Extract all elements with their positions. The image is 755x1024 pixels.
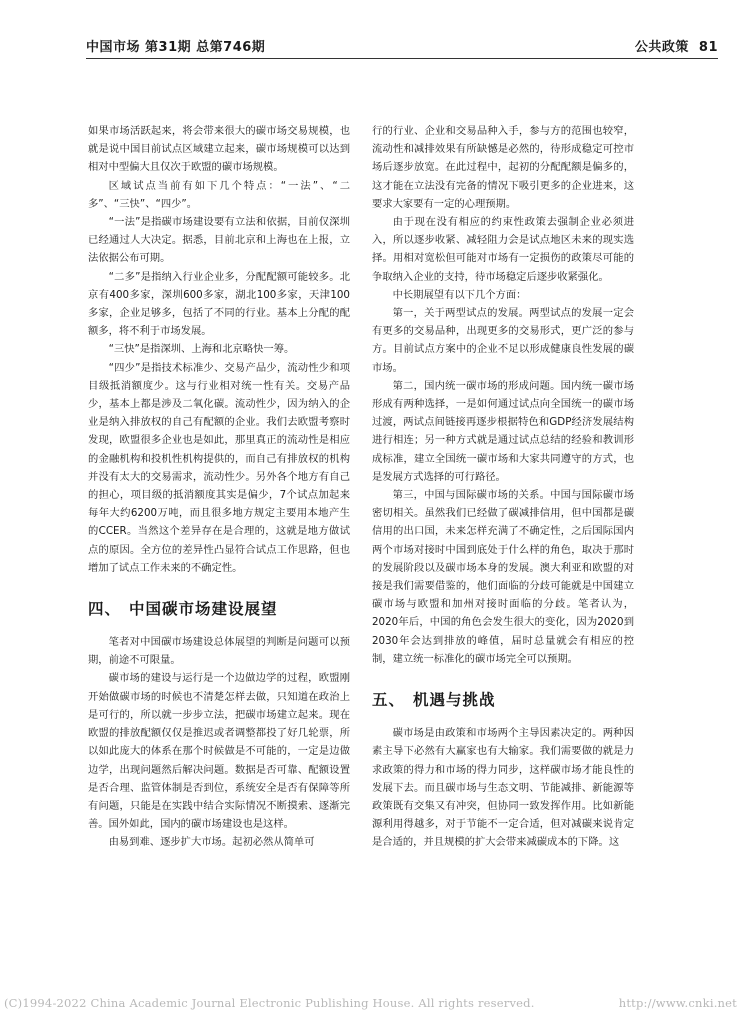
- section-number: 五、: [372, 691, 406, 710]
- paragraph: 中长期展望有以下几个方面：: [392, 288, 527, 301]
- paragraph: 笔者对中国碳市场建设总体展望的判断是问题可以预期，前途不可限量。: [88, 636, 350, 667]
- left-column: [88, 122, 350, 852]
- section-heading-5: [372, 690, 634, 710]
- paragraph: “二多”是指纳入行业企业多，分配配额可能较多。北京有400多家，深圳600多家，湖北100多家，天津100多家，企业足够多，包括了不同的行业。基本上分配的配额多，将不利于市场发展。: [88, 270, 350, 338]
- section-title: 中国碳市场建设展望: [129, 600, 278, 619]
- section-number: 四、: [88, 600, 122, 619]
- paragraph: 由易到难、逐步扩大市场。起初必然从简单可: [108, 836, 315, 849]
- copyright-text: (C)1994-2022 China Academic Journal Electronic Publishing House. All rights reserved.: [4, 996, 535, 1010]
- header-rule: [86, 58, 718, 59]
- section-name: 公共政策: [634, 40, 689, 55]
- paragraph: “三快”是指深圳、上海和北京略快一筹。: [108, 343, 295, 356]
- copyright-watermark: [4, 996, 755, 1010]
- paragraph: 由于现在没有相应的约束性政策去强制企业必须进入，所以逐步收紧、减轻阻力会是试点地区未来的现实选择。用相对宽松但可能对市场有一定损伤的政策尽可能的争取纳入企业的支持，待市场稳定后逐步收紧强化。: [372, 216, 634, 283]
- paragraph: 第二，国内统一碳市场的形成问题。国内统一碳市场形成有两种选择，一是如何通过试点向全国统一的碳市场过渡，两试点间链接再逐步根据特色和GDP经济发展结构进行相连；另一种方式就是通过试点总结的经验和教训形成标准，建立全国统一碳市场和大家共同遵守的方式，也是发展方式选择的可行路径。: [372, 379, 634, 483]
- section-and-page: [635, 36, 718, 55]
- paragraph: 碳市场的建设与运行是一个边做边学的过程，欧盟刚开始做碳市场的时候也不清楚怎样去做，只知道在政治上是可行的，所以就一步步立法，把碳市场建立起来。现在欧盟的排放配额仅仅是推迟或者调整都投了好几轮票，所以如此庞大的体系在那个时候做是不可能的，一定是边做边学，出现问题然后解决问题。数据是否可靠、配额设置是否合理、监管体制是否到位，系统安全是否有保障等所有问题，只能是在实践中结合实际情况不断摸索、逐渐完善。国外如此，国内的碳市场建设也是这样。: [88, 672, 350, 831]
- paragraph: 第一，关于两型试点的发展。两型试点的发展一定会有更多的交易品种，出现更多的交易形式，更广泛的参与方。目前试点方案中的企业不足以形成健康良性发展的碳市场。: [372, 307, 634, 374]
- journal-issue: 中国市场 第31期 总第746期: [86, 40, 266, 55]
- paragraph: 行的行业、企业和交易品种入手，参与方的范围也较窄，流动性和减排效果有所缺憾是必然的，待形成稳定可控市场后逐步放宽。在此过程中，起初的分配配额是偏多的，这才能在立法没有完备的情况下吸引更多的企业进来，这要求大家要有一定的心理预期。: [372, 125, 634, 210]
- paragraph: “一法”是指碳市场建设要有立法和依据，目前仅深圳已经通过人大决定。据悉，目前北京和上海也在上报，立法依据公布可期。: [88, 216, 350, 265]
- right-column: [372, 122, 634, 852]
- page-number: 81: [698, 40, 718, 55]
- paragraph: 碳市场是由政策和市场两个主导因素决定的。两种因素主导下必然有大赢家也有大输家。我们需要做的就是力求政策的得力和市场的得力同步，这样碳市场才能良性的发展下去。而且碳市场与生态文明、节能减排、新能源等政策既有交集又有冲突，但协同一致发挥作用。比如新能源利用得越多，对于节能不一定合适，但对减碳来说肯定是合适的，并且规模的扩大会带来减碳成本的下降。这: [372, 727, 634, 849]
- website-link[interactable]: http://www.cnki.net: [618, 996, 737, 1010]
- paragraph: 第三，中国与国际碳市场的关系。中国与国际碳市场密切相关。虽然我们已经做了碳减排信用，但中国都是碳信用的出口国，未来怎样充满了不确定性，之后国际国内两个市场对接时中国到底处于什么样的角色，取决于那时的发展阶段以及碳市场本身的发展。澳大利亚和欧盟的对接是我们需要借鉴的，他们面临的分歧可能就是中国建立碳市场与欧盟和加州对接时面临的分歧。笔者认为，2020年后，中国的角色会发生很大的变化，因为2020到2030年会达到排放的峰值，届时总量就会有相应的控制，建立统一标准化的碳市场完全可以预期。: [372, 489, 634, 665]
- paragraph: 区域试点当前有如下几个特点：“一法”、“二多”、“三快”、“四少”。: [88, 179, 350, 210]
- paragraph: “四少”是指技术标准少、交易产品少，流动性少和项目级抵消额度少。这与行业相对统一性有关。交易产品少，基本上都是涉及二氧化碳。流动性少，因为纳入的企业是纳入排放权的自己有配额的企业。我们去欧盟考察时发现，欧盟很多企业也是如此，那里真正的流动性是相应的金融机构和投机性机构提供的，而自己有排放权的机构并没有太大的交易需求，流动性少。另外各个地方有自己的担心，项目级的抵消额度其实是偏少，7个试点加起来每年大约6200万吨，而且很多地方规定主要用本地产生的CCER。当然这个差异存在是合理的，这就是地方做试点的原因。全方位的差异性凸显符合试点工作思路，但也增加了试点工作未来的不确定性。: [88, 361, 350, 574]
- paragraph: 如果市场活跃起来，将会带来很大的碳市场交易规模，也就是说中国目前试点区域建立起来，碳市场规模可以达到相对中型偏大且仅次于欧盟的碳市场规模。: [88, 125, 350, 174]
- section-heading-4: [88, 599, 350, 619]
- section-title: 机遇与挑战: [413, 691, 496, 710]
- page-header: [86, 36, 718, 56]
